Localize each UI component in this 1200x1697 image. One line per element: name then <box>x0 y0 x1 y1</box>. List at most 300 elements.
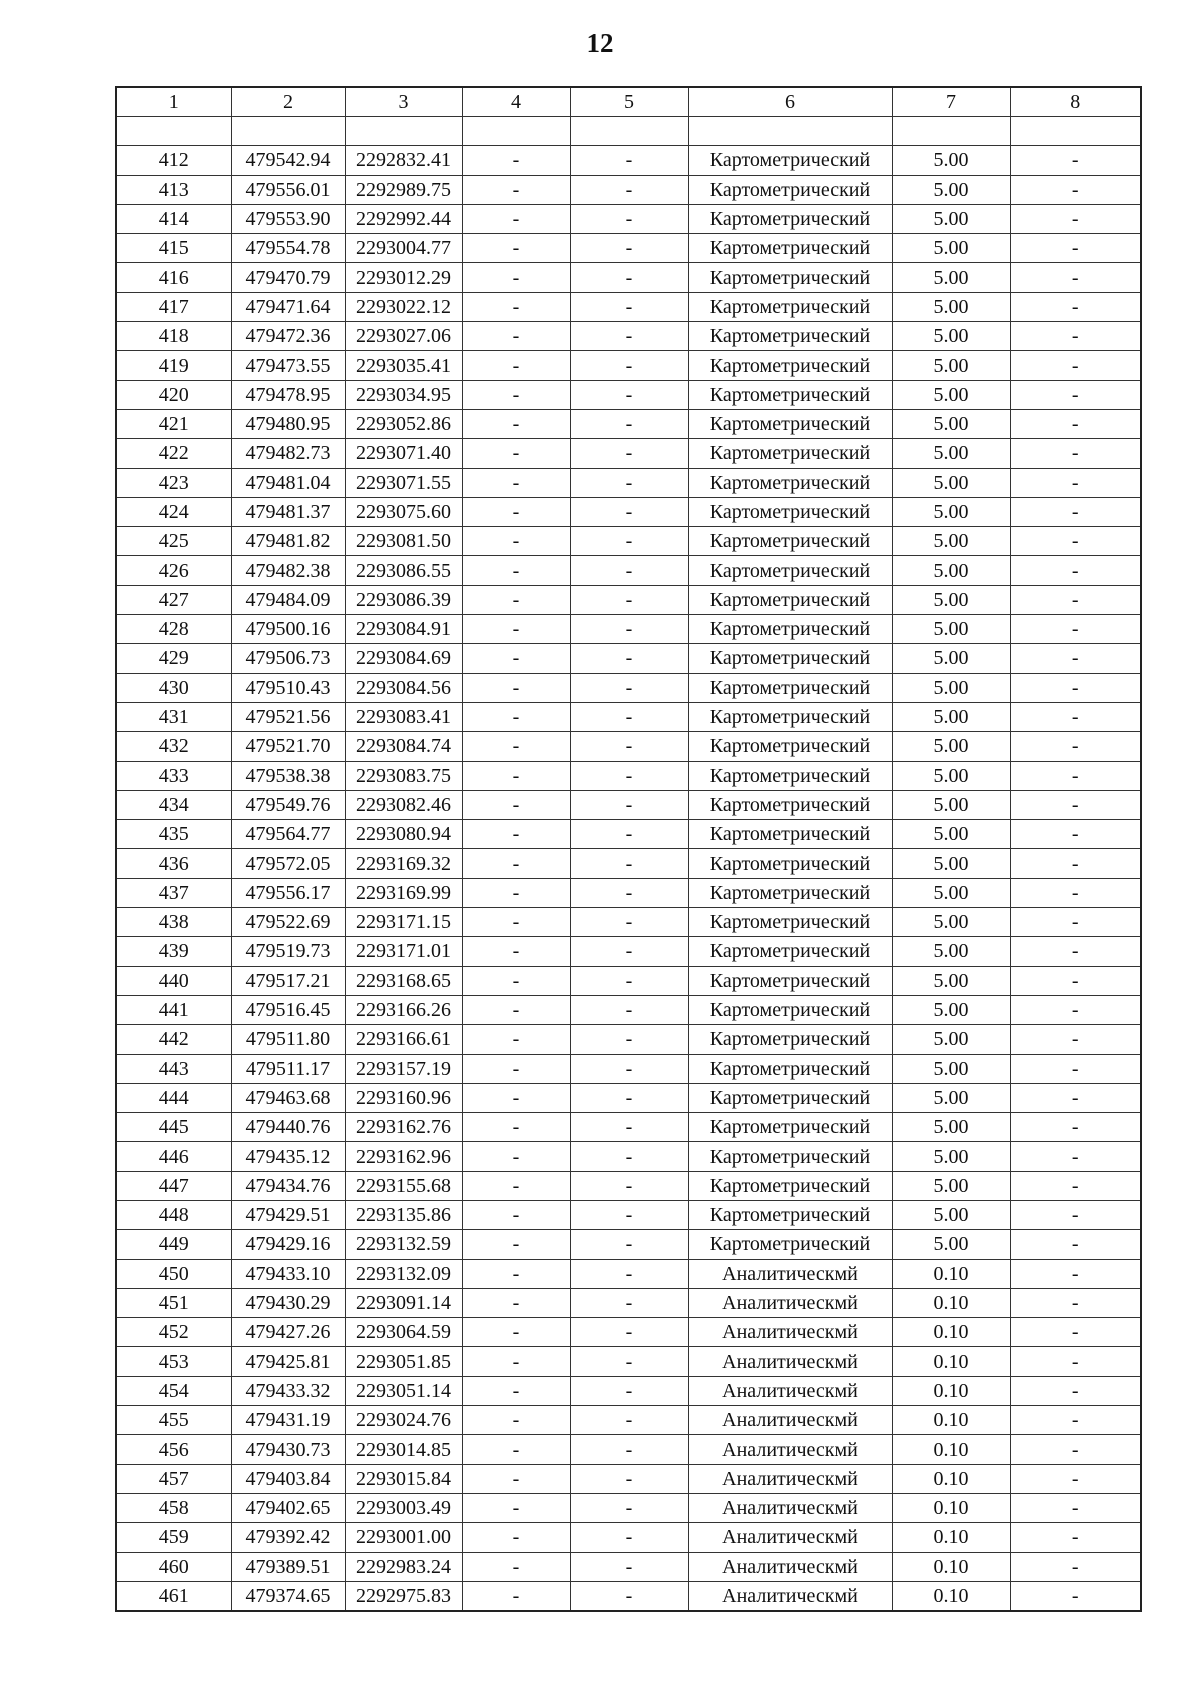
table-cell: 2293014.85 <box>345 1435 462 1464</box>
table-cell: 5.00 <box>892 1054 1010 1083</box>
table-cell: Картометрический <box>688 497 892 526</box>
blank-cell <box>462 117 570 146</box>
table-cell: 2293086.39 <box>345 585 462 614</box>
table-cell: 441 <box>116 995 231 1024</box>
table-cell: - <box>570 175 688 204</box>
table-row <box>116 878 1141 907</box>
table-cell: - <box>462 1493 570 1522</box>
table-cell: - <box>570 761 688 790</box>
table-cell: - <box>462 790 570 819</box>
table-cell: 5.00 <box>892 497 1010 526</box>
table-cell: Картометрический <box>688 468 892 497</box>
table-cell: 479440.76 <box>231 1113 345 1142</box>
table-row <box>116 1054 1141 1083</box>
table-cell: - <box>462 409 570 438</box>
table-cell: - <box>462 1288 570 1317</box>
table-cell: - <box>1010 497 1141 526</box>
table-cell: - <box>462 204 570 233</box>
table-cell: 0.10 <box>892 1523 1010 1552</box>
table-cell: 439 <box>116 937 231 966</box>
table-cell: - <box>462 1142 570 1171</box>
table-cell: - <box>1010 468 1141 497</box>
table-cell: - <box>570 673 688 702</box>
table-cell: - <box>570 1113 688 1142</box>
table-cell: - <box>462 527 570 556</box>
table-cell: 461 <box>116 1581 231 1611</box>
table-cell: - <box>462 1464 570 1493</box>
table-cell: - <box>462 351 570 380</box>
table-cell: - <box>462 439 570 468</box>
table-cell: 479542.94 <box>231 146 345 175</box>
blank-cell <box>892 117 1010 146</box>
table-cell: Картометрический <box>688 615 892 644</box>
table-cell: - <box>1010 820 1141 849</box>
table-cell: 2293086.55 <box>345 556 462 585</box>
table-cell: - <box>1010 878 1141 907</box>
table-cell: - <box>462 322 570 351</box>
table-cell: - <box>462 585 570 614</box>
table-cell: Картометрический <box>688 732 892 761</box>
table-cell: 479549.76 <box>231 790 345 819</box>
table-cell: 2293169.32 <box>345 849 462 878</box>
table-cell: 479516.45 <box>231 995 345 1024</box>
table-cell: 459 <box>116 1523 231 1552</box>
table-cell: 5.00 <box>892 966 1010 995</box>
table-cell: - <box>1010 1435 1141 1464</box>
table-cell: 479556.17 <box>231 878 345 907</box>
table-row <box>116 380 1141 409</box>
table-cell: 5.00 <box>892 1083 1010 1112</box>
table-cell: 2293012.29 <box>345 263 462 292</box>
blank-cell <box>688 117 892 146</box>
table-cell: 479522.69 <box>231 908 345 937</box>
table-cell: 2293022.12 <box>345 292 462 321</box>
table-cell: Аналитическмй <box>688 1347 892 1376</box>
table-cell: 444 <box>116 1083 231 1112</box>
table-cell: - <box>570 1581 688 1611</box>
table-cell: Аналитическмй <box>688 1259 892 1288</box>
table-row <box>116 1552 1141 1581</box>
table-cell: 447 <box>116 1171 231 1200</box>
table-cell: 413 <box>116 175 231 204</box>
table-cell: 426 <box>116 556 231 585</box>
table-cell: 479472.36 <box>231 322 345 351</box>
table-cell: 479431.19 <box>231 1406 345 1435</box>
table-cell: - <box>1010 1581 1141 1611</box>
table-cell: Картометрический <box>688 351 892 380</box>
table-cell: 2293027.06 <box>345 322 462 351</box>
table-cell: - <box>462 673 570 702</box>
table-cell: - <box>462 966 570 995</box>
table-cell: - <box>1010 234 1141 263</box>
table-row <box>116 1464 1141 1493</box>
table-cell: - <box>570 1435 688 1464</box>
table-cell: 479521.56 <box>231 702 345 731</box>
table-row <box>116 234 1141 263</box>
table-cell: Картометрический <box>688 966 892 995</box>
table-cell: 2293157.19 <box>345 1054 462 1083</box>
table-cell: Картометрический <box>688 380 892 409</box>
table-cell: 479510.43 <box>231 673 345 702</box>
table-cell: Картометрический <box>688 908 892 937</box>
table-cell: - <box>1010 585 1141 614</box>
table-cell: 479374.65 <box>231 1581 345 1611</box>
table-cell: 0.10 <box>892 1435 1010 1464</box>
table-cell: - <box>570 351 688 380</box>
table-cell: Картометрический <box>688 849 892 878</box>
table-row <box>116 790 1141 819</box>
table-cell: - <box>570 292 688 321</box>
table-row <box>116 1347 1141 1376</box>
table-cell: - <box>570 732 688 761</box>
table-cell: - <box>462 292 570 321</box>
page-number: 12 <box>586 28 614 58</box>
table-cell: - <box>1010 351 1141 380</box>
table-cell: 2293001.00 <box>345 1523 462 1552</box>
table-cell: 479519.73 <box>231 937 345 966</box>
table-cell: - <box>462 1318 570 1347</box>
table-cell: 434 <box>116 790 231 819</box>
table-cell: Картометрический <box>688 527 892 556</box>
table-cell: - <box>570 556 688 585</box>
table-cell: - <box>570 1552 688 1581</box>
table-cell: 2293171.15 <box>345 908 462 937</box>
table-cell: - <box>462 1113 570 1142</box>
table-row <box>116 820 1141 849</box>
table-cell: - <box>462 1523 570 1552</box>
table-cell: - <box>570 790 688 819</box>
table-cell: - <box>570 644 688 673</box>
table-cell: 418 <box>116 322 231 351</box>
table-cell: - <box>1010 1259 1141 1288</box>
table-cell: 479482.73 <box>231 439 345 468</box>
table-cell: 428 <box>116 615 231 644</box>
table-cell: - <box>570 1230 688 1259</box>
table-cell: 450 <box>116 1259 231 1288</box>
table-cell: - <box>1010 322 1141 351</box>
table-cell: 2293071.55 <box>345 468 462 497</box>
table-cell: - <box>570 468 688 497</box>
table-cell: 479429.51 <box>231 1200 345 1229</box>
column-header: 4 <box>462 87 570 117</box>
table-cell: Картометрический <box>688 878 892 907</box>
table-cell: 429 <box>116 644 231 673</box>
table-row <box>116 439 1141 468</box>
table-row <box>116 351 1141 380</box>
table-cell: - <box>1010 409 1141 438</box>
table-cell: - <box>1010 644 1141 673</box>
table-cell: 479572.05 <box>231 849 345 878</box>
column-header: 2 <box>231 87 345 117</box>
table-cell: 2293024.76 <box>345 1406 462 1435</box>
table-cell: 479392.42 <box>231 1523 345 1552</box>
table-cell: 2293080.94 <box>345 820 462 849</box>
table-cell: 479482.38 <box>231 556 345 585</box>
table-cell: 479517.21 <box>231 966 345 995</box>
table-cell: - <box>462 234 570 263</box>
table-cell: - <box>1010 1113 1141 1142</box>
table-row <box>116 1259 1141 1288</box>
table-cell: 454 <box>116 1376 231 1405</box>
table-cell: 442 <box>116 1025 231 1054</box>
table-cell: - <box>462 615 570 644</box>
table-cell: 479473.55 <box>231 351 345 380</box>
table-cell: - <box>462 1025 570 1054</box>
table-cell: Картометрический <box>688 820 892 849</box>
table-cell: - <box>462 820 570 849</box>
table-cell: - <box>462 1054 570 1083</box>
table-cell: 0.10 <box>892 1259 1010 1288</box>
table-cell: 5.00 <box>892 351 1010 380</box>
table-cell: 479538.38 <box>231 761 345 790</box>
table-cell: Аналитическмй <box>688 1288 892 1317</box>
table-cell: Картометрический <box>688 1083 892 1112</box>
table-cell: 452 <box>116 1318 231 1347</box>
table-row <box>116 175 1141 204</box>
table-cell: - <box>1010 732 1141 761</box>
table-cell: Картометрический <box>688 1113 892 1142</box>
table-cell: - <box>570 878 688 907</box>
table-row <box>116 585 1141 614</box>
table-cell: 479521.70 <box>231 732 345 761</box>
table-cell: - <box>462 1435 570 1464</box>
table-cell: 2293084.69 <box>345 644 462 673</box>
table-cell: 2293166.26 <box>345 995 462 1024</box>
table-cell: - <box>1010 1523 1141 1552</box>
table-row <box>116 761 1141 790</box>
table-row <box>116 644 1141 673</box>
table-cell: - <box>1010 673 1141 702</box>
table-row <box>116 263 1141 292</box>
table-cell: 2293171.01 <box>345 937 462 966</box>
table-cell: - <box>570 937 688 966</box>
table-row <box>116 702 1141 731</box>
table-cell: 5.00 <box>892 1200 1010 1229</box>
table-cell: 455 <box>116 1406 231 1435</box>
table-row <box>116 995 1141 1024</box>
table-cell: - <box>1010 146 1141 175</box>
table-cell: 5.00 <box>892 146 1010 175</box>
table-cell: - <box>1010 1200 1141 1229</box>
column-header: 5 <box>570 87 688 117</box>
table-cell: - <box>1010 937 1141 966</box>
table-cell: Картометрический <box>688 937 892 966</box>
table-cell: - <box>570 1142 688 1171</box>
table-row <box>116 615 1141 644</box>
table-cell: Аналитическмй <box>688 1552 892 1581</box>
table-cell: 2293051.85 <box>345 1347 462 1376</box>
table-cell: 436 <box>116 849 231 878</box>
table-cell: 479480.95 <box>231 409 345 438</box>
table-row <box>116 409 1141 438</box>
table-cell: 2293091.14 <box>345 1288 462 1317</box>
table-cell: Аналитическмй <box>688 1406 892 1435</box>
table-cell: 415 <box>116 234 231 263</box>
table-cell: Аналитическмй <box>688 1581 892 1611</box>
table-cell: - <box>1010 439 1141 468</box>
table-cell: - <box>570 995 688 1024</box>
table-cell: - <box>1010 1347 1141 1376</box>
table-cell: - <box>570 849 688 878</box>
table-cell: - <box>570 966 688 995</box>
table-cell: - <box>570 1200 688 1229</box>
table-cell: Картометрический <box>688 1054 892 1083</box>
table-cell: 479553.90 <box>231 204 345 233</box>
table-cell: - <box>570 1464 688 1493</box>
table-cell: Картометрический <box>688 409 892 438</box>
column-header: 3 <box>345 87 462 117</box>
table-cell: 479470.79 <box>231 263 345 292</box>
table-cell: 2292989.75 <box>345 175 462 204</box>
table-cell: 435 <box>116 820 231 849</box>
table-cell: 5.00 <box>892 908 1010 937</box>
table-cell: 479481.04 <box>231 468 345 497</box>
table-row <box>116 732 1141 761</box>
table-cell: 5.00 <box>892 820 1010 849</box>
table-cell: 479500.16 <box>231 615 345 644</box>
table-cell: 0.10 <box>892 1464 1010 1493</box>
table-cell: Картометрический <box>688 556 892 585</box>
table-cell: 424 <box>116 497 231 526</box>
table-cell: - <box>1010 966 1141 995</box>
table-row <box>116 1288 1141 1317</box>
table-cell: 479478.95 <box>231 380 345 409</box>
table-row <box>116 527 1141 556</box>
table-row <box>116 1200 1141 1229</box>
table-cell: 2293162.96 <box>345 1142 462 1171</box>
table-cell: - <box>1010 527 1141 556</box>
table-cell: - <box>1010 761 1141 790</box>
table-cell: 5.00 <box>892 234 1010 263</box>
table-cell: 5.00 <box>892 1171 1010 1200</box>
table-cell: - <box>570 263 688 292</box>
table-cell: - <box>462 702 570 731</box>
table-cell: - <box>570 1025 688 1054</box>
table-cell: - <box>462 1200 570 1229</box>
table-cell: 2293166.61 <box>345 1025 462 1054</box>
table-cell: - <box>1010 1230 1141 1259</box>
table-cell: 2293071.40 <box>345 439 462 468</box>
table-cell: - <box>1010 380 1141 409</box>
table-row <box>116 937 1141 966</box>
table-cell: - <box>1010 263 1141 292</box>
table-cell: Картометрический <box>688 1025 892 1054</box>
table-cell: - <box>462 380 570 409</box>
blank-row <box>116 117 1141 146</box>
table-cell: 2293162.76 <box>345 1113 462 1142</box>
table-cell: 456 <box>116 1435 231 1464</box>
table-cell: 425 <box>116 527 231 556</box>
table-cell: Картометрический <box>688 761 892 790</box>
table-cell: 0.10 <box>892 1581 1010 1611</box>
table-cell: 438 <box>116 908 231 937</box>
table-row <box>116 1142 1141 1171</box>
table-cell: 0.10 <box>892 1347 1010 1376</box>
table-cell: - <box>570 1376 688 1405</box>
table-row <box>116 1435 1141 1464</box>
table-cell: - <box>1010 702 1141 731</box>
table-cell: 2292975.83 <box>345 1581 462 1611</box>
table-cell: 419 <box>116 351 231 380</box>
table-row <box>116 556 1141 585</box>
table-cell: 5.00 <box>892 878 1010 907</box>
table-cell: 479430.73 <box>231 1435 345 1464</box>
table-row <box>116 1025 1141 1054</box>
table-cell: - <box>1010 175 1141 204</box>
table-cell: - <box>1010 556 1141 585</box>
table-cell: - <box>462 146 570 175</box>
table-cell: 449 <box>116 1230 231 1259</box>
table-cell: 479556.01 <box>231 175 345 204</box>
table-row <box>116 673 1141 702</box>
table-cell: - <box>462 1083 570 1112</box>
table-cell: 5.00 <box>892 1025 1010 1054</box>
table-cell: - <box>570 1054 688 1083</box>
table-cell: 2293155.68 <box>345 1171 462 1200</box>
table-cell: Аналитическмй <box>688 1523 892 1552</box>
table-body <box>116 146 1141 1611</box>
table-cell: Картометрический <box>688 585 892 614</box>
table-cell: 5.00 <box>892 409 1010 438</box>
table-cell: - <box>462 263 570 292</box>
table-row <box>116 1318 1141 1347</box>
table-cell: 5.00 <box>892 937 1010 966</box>
table-row <box>116 497 1141 526</box>
table-cell: 460 <box>116 1552 231 1581</box>
table-row <box>116 1376 1141 1405</box>
table-cell: 479434.76 <box>231 1171 345 1200</box>
table-cell: 5.00 <box>892 263 1010 292</box>
table-cell: - <box>462 1347 570 1376</box>
table-cell: - <box>570 322 688 351</box>
table-cell: 2293160.96 <box>345 1083 462 1112</box>
table-cell: - <box>570 1288 688 1317</box>
table-cell: Картометрический <box>688 146 892 175</box>
column-header: 8 <box>1010 87 1141 117</box>
table-cell: 2293035.41 <box>345 351 462 380</box>
table-cell: 5.00 <box>892 527 1010 556</box>
table-row <box>116 1230 1141 1259</box>
table-cell: 423 <box>116 468 231 497</box>
table-cell: - <box>462 468 570 497</box>
table-cell: 2293132.59 <box>345 1230 462 1259</box>
table-cell: - <box>570 409 688 438</box>
table-cell: 5.00 <box>892 556 1010 585</box>
table-cell: 2292832.41 <box>345 146 462 175</box>
table-cell: 5.00 <box>892 995 1010 1024</box>
blank-cell <box>1010 117 1141 146</box>
table-cell: Картометрический <box>688 1200 892 1229</box>
table-cell: - <box>570 439 688 468</box>
table-cell: 479463.68 <box>231 1083 345 1112</box>
table-cell: 0.10 <box>892 1406 1010 1435</box>
table-row <box>116 966 1141 995</box>
table-cell: 2293081.50 <box>345 527 462 556</box>
table-cell: - <box>1010 1406 1141 1435</box>
table-cell: 5.00 <box>892 732 1010 761</box>
table-row <box>116 1406 1141 1435</box>
table-cell: 479481.82 <box>231 527 345 556</box>
table-cell: 479433.32 <box>231 1376 345 1405</box>
table-cell: 479427.26 <box>231 1318 345 1347</box>
column-header: 6 <box>688 87 892 117</box>
table-cell: - <box>570 820 688 849</box>
table-cell: - <box>1010 615 1141 644</box>
table-cell: 2293168.65 <box>345 966 462 995</box>
blank-cell <box>231 117 345 146</box>
table-cell: - <box>570 1347 688 1376</box>
table-cell: 2293075.60 <box>345 497 462 526</box>
